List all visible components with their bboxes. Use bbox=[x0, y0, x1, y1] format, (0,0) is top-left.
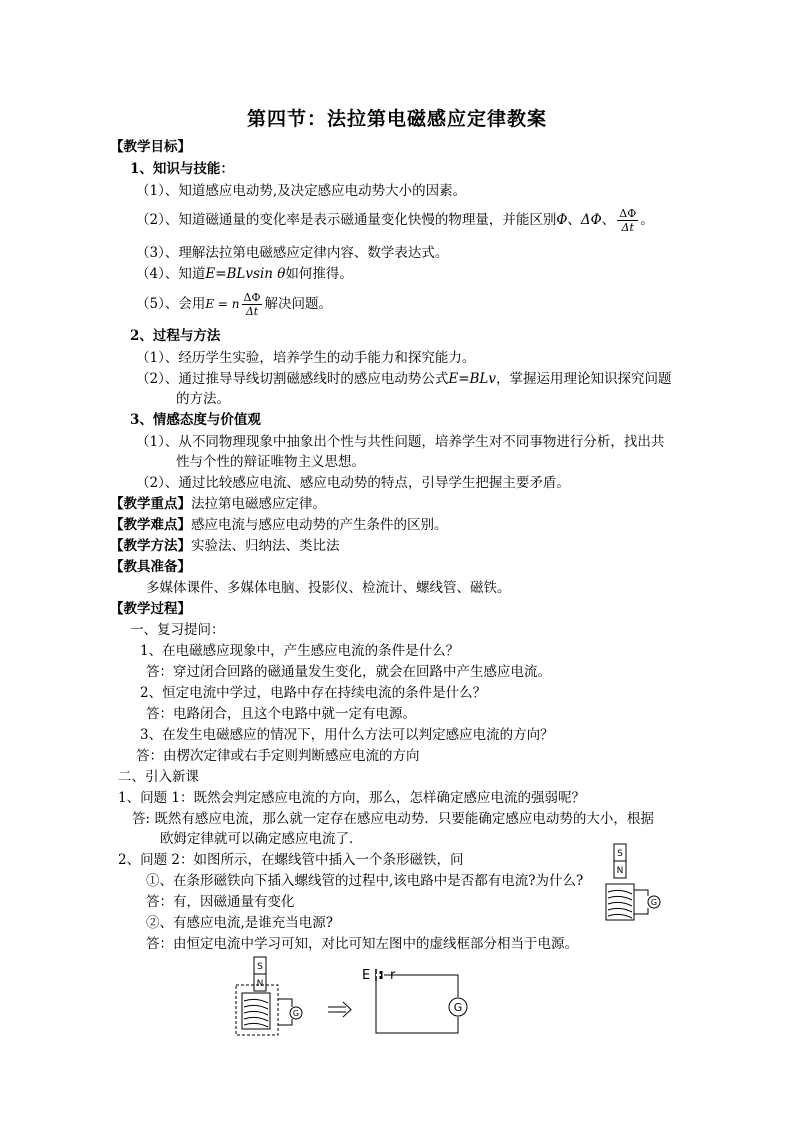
internal-resistance-label: r bbox=[390, 968, 396, 983]
key-point-text: 法拉第电磁感应定律。 bbox=[191, 496, 326, 512]
magnet-n-label: N bbox=[256, 979, 264, 989]
faraday-formula: E = n bbox=[205, 297, 240, 311]
process-item-2 bbox=[136, 369, 672, 389]
equivalent-circuit-figure bbox=[230, 955, 480, 1047]
methods-label: 【教学方法】 bbox=[110, 538, 191, 554]
process-item-2-tail: ，掌握运用理论知识探究问题 bbox=[496, 371, 672, 387]
knowledge-item-5-tail: 解决问题。 bbox=[264, 296, 332, 312]
solenoid-figure-right bbox=[600, 842, 670, 924]
knowledge-skills-heading: 1、知识与技能： bbox=[130, 161, 234, 177]
sub-answer-2: 答：由恒定电流中学习可知，对比可知左图中的虚线框部分相当于电源。 bbox=[146, 936, 578, 952]
process-methods-heading: 2、过程与方法 bbox=[130, 328, 221, 344]
review-question-1: 1、在电磁感应现象中，产生感应电流的条件是什么？ bbox=[140, 643, 460, 659]
methods-text: 实验法、归纳法、类比法 bbox=[191, 538, 340, 554]
equivalence-arrow-icon bbox=[328, 1002, 351, 1017]
page-title: 第四节：法拉第电磁感应定律教案 bbox=[246, 108, 547, 130]
key-point bbox=[110, 494, 326, 514]
magnet-n-label: N bbox=[616, 866, 624, 876]
galvanometer-label: G bbox=[650, 898, 658, 907]
simple-circuit bbox=[362, 968, 467, 1033]
knowledge-item-2-text: （2）、知道磁通量的变化率是表示磁通量变化快慢的物理量，并能区别 bbox=[136, 212, 557, 228]
sub-answer-1: 答：有，因磁通量有变化 bbox=[146, 894, 295, 910]
objectives-header: 【教学目标】 bbox=[110, 139, 191, 155]
sub-question-2: ②、有感应电流,是谁充当电源? bbox=[146, 915, 334, 931]
knowledge-item-4 bbox=[136, 264, 353, 284]
intro-heading: 二、引入新课 bbox=[118, 769, 199, 785]
intro-answer-1: 答: 既然有感应电流，那么就一定存在感应电动势．只要能确定感应电动势的大小，根据 bbox=[132, 811, 654, 827]
knowledge-item-4-tail: 如何推得。 bbox=[285, 266, 353, 282]
sin-theta: sin θ bbox=[253, 266, 286, 282]
knowledge-item-1: （1）、知道感应电动势,及决定感应电动势大小的因素。 bbox=[136, 183, 467, 199]
fraction-denominator: Δt bbox=[621, 221, 634, 234]
process-item-1: （1）、经历学生实验，培养学生的动手能力和探究能力。 bbox=[136, 350, 476, 366]
review-question-2: 2、恒定电流中学过，电路中存在持续电流的条件是什么？ bbox=[140, 685, 487, 701]
tools-text: 多媒体课件、多媒体电脑、投影仪、检流计、螺线管、磁铁。 bbox=[146, 580, 511, 596]
magnet-s-label: S bbox=[617, 849, 623, 859]
magnet-s-label: S bbox=[257, 962, 263, 972]
review-answer-2: 答：电路闭合，且这个电路中就一定有电源。 bbox=[146, 706, 416, 722]
attitude-values-heading: 3、情感态度与价值观 bbox=[130, 412, 261, 428]
process-item-2-text: （2）、通过推导导线切割磁感线时的感应电动势公式 bbox=[136, 371, 449, 387]
knowledge-item-2 bbox=[136, 202, 654, 238]
fraction-denominator: Δt bbox=[245, 305, 259, 318]
difficulty-label: 【教学难点】 bbox=[110, 517, 191, 533]
difficulty bbox=[110, 515, 448, 535]
intro-question-2: 2、问题 2：如图所示，在螺线管中插入一个条形磁铁，问 bbox=[118, 852, 464, 868]
delta-phi-symbol: ΔΦ bbox=[580, 212, 602, 228]
intro-answer-1-cont: 欧姆定律就可以确定感应电流了． bbox=[160, 831, 363, 847]
phi-symbol: Φ bbox=[556, 212, 568, 228]
emf-label: E bbox=[362, 968, 371, 983]
process-item-2-cont: 的方法。 bbox=[176, 391, 230, 407]
attitude-item-2: （2）、通过比较感应电流、感应电动势的特点，引导学生把握主要矛盾。 bbox=[136, 475, 570, 491]
galvanometer-label: G bbox=[292, 1009, 300, 1018]
sentence-end: 。 bbox=[640, 212, 654, 228]
sub-question-1: ①、在条形磁铁向下插入螺线管的过程中,该电路中是否都有电流?为什么? bbox=[146, 873, 584, 889]
knowledge-item-3: （3）、理解法拉第电磁感应定律内容、数学表达式。 bbox=[136, 245, 449, 261]
galvanometer-label: G bbox=[453, 1001, 463, 1014]
review-question-3: 3、在发生电磁感应的情况下，用什么方法可以判定感应电流的方向？ bbox=[140, 727, 554, 743]
difficulty-text: 感应电流与感应电动势的产生条件的区别。 bbox=[191, 517, 448, 533]
process-label: 【教学过程】 bbox=[110, 601, 191, 617]
separator: 、 bbox=[601, 212, 616, 228]
review-answer-3: 答：由楞次定律或右手定则判断感应电流的方向 bbox=[136, 748, 420, 764]
fraction-numerator: ΔΦ bbox=[619, 207, 637, 220]
emf-formula: E=BLv bbox=[448, 371, 497, 387]
review-heading: 一、复习提问： bbox=[130, 622, 225, 638]
knowledge-item-5 bbox=[136, 287, 332, 321]
intro-question-1: 1、问题 1：既然会判定感应电流的方向，那么，怎样确定感应电流的强弱呢？ bbox=[118, 790, 585, 806]
attitude-item-1-cont: 性与个性的辩证唯物主义思想。 bbox=[176, 454, 365, 470]
key-point-label: 【教学重点】 bbox=[110, 496, 191, 512]
knowledge-item-5-text: （5）、会用 bbox=[136, 296, 206, 312]
tools-label: 【教具准备】 bbox=[110, 559, 191, 575]
emf-formula: E=BLv bbox=[205, 266, 254, 282]
fraction-numerator: ΔΦ bbox=[243, 291, 261, 304]
separator: 、 bbox=[567, 212, 581, 228]
knowledge-item-4-text: （4）、知道 bbox=[136, 266, 206, 282]
faraday-fraction bbox=[242, 291, 263, 318]
review-answer-1: 答：穿过闭合回路的磁通量发生变化，就会在回路中产生感应电流。 bbox=[146, 664, 551, 680]
flux-rate-fraction bbox=[617, 207, 638, 234]
methods bbox=[110, 536, 340, 556]
attitude-item-1: （1）、从不同物理现象中抽象出个性与共性问题，培养学生对不同事物进行分析，找出共 bbox=[136, 434, 665, 450]
